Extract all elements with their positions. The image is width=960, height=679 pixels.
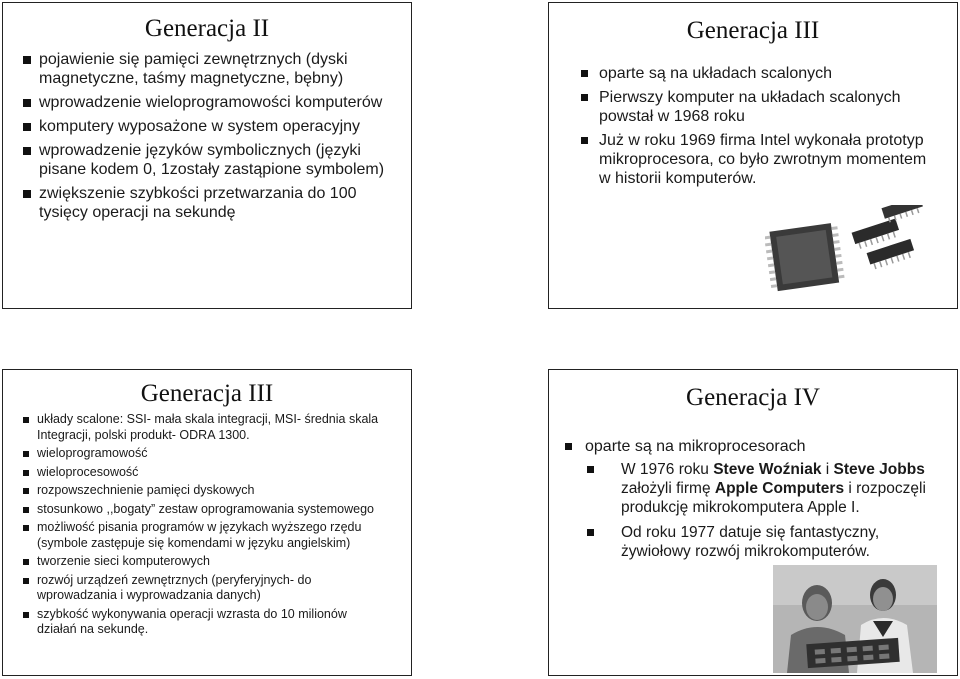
list-item: Pierwszy komputer na układach scalonych powstał w 1968 roku	[579, 88, 929, 126]
slide-generacja-3-a	[548, 2, 958, 309]
bullet-list	[563, 437, 943, 567]
slide-title: Generacja III	[686, 17, 820, 44]
list-item: układy scalone: SSI- mała skala integracji, MSI- średnia skala Integracji, polski produkt- ODRA 1300.	[23, 412, 383, 443]
list-item: stosunkowo ,,bogaty” zestaw oprogramowania systemowego	[23, 502, 383, 518]
slide-title: Generacja II	[144, 15, 270, 42]
bullet-icon	[587, 466, 594, 473]
bullet-list	[23, 412, 383, 641]
bullet-icon	[23, 417, 29, 423]
bullet-icon	[23, 147, 31, 155]
bullet-icon	[587, 529, 594, 536]
list-item: komputery wyposażone w system operacyjny	[23, 117, 401, 136]
bullet-list	[579, 64, 929, 193]
bullet-icon	[23, 488, 29, 494]
slide-generacja-2	[2, 2, 412, 309]
bullet-icon	[23, 612, 29, 618]
bullet-icon	[23, 451, 29, 457]
bullet-icon	[23, 470, 29, 476]
list-item: pojawienie się pamięci zewnętrznych (dyski magnetyczne, taśmy magnetyczne, bębny)	[23, 50, 401, 88]
bullet-icon	[23, 56, 31, 64]
bullet-icon	[581, 137, 588, 144]
list-item: Już w roku 1969 firma Intel wykonała prototyp mikroprocesora, co było zwrotnym momentem w historii komputerów.	[579, 131, 929, 188]
list-item: oparte są na mikroprocesorach W 1976 roku Steve Woźniak i Steve Jobbs założyli firmę Apple Computers i rozpoczęli produkcję mikrokomputera Apple I. Od roku 1977 datuje się fantastyczny, żywiołowy rozwój mikrokomputerów.	[563, 437, 943, 561]
bullet-icon	[23, 123, 31, 131]
bullet-icon	[581, 70, 588, 77]
sub-list-item: Od roku 1977 datuje się fantastyczny, żywiołowy rozwój mikrokomputerów.	[585, 523, 943, 561]
list-item: zwiększenie szybkości przetwarzania do 100 tysięcy operacji na sekundę	[23, 184, 401, 222]
list-item: wieloprogramowość	[23, 446, 383, 462]
slide-title: Generacja IV	[686, 384, 820, 411]
list-item: rozpowszechnienie pamięci dyskowych	[23, 483, 383, 499]
list-item: możliwość pisania programów w językach wyższego rzędu (symbole zastępuje się komendami w języku angielskim)	[23, 520, 383, 551]
bullet-list	[23, 50, 401, 227]
bullet-icon	[23, 559, 29, 565]
bullet-icon	[23, 190, 31, 198]
list-item: rozwój urządzeń zewnętrznych (peryferyjnych- do wprowadzania i wyprowadzania danych)	[23, 573, 383, 604]
list-item: wieloprocesowość	[23, 465, 383, 481]
bullet-icon	[565, 443, 572, 450]
bullet-icon	[23, 507, 29, 513]
bullet-icon	[581, 94, 588, 101]
sub-list-item: W 1976 roku Steve Woźniak i Steve Jobbs założyli firmę Apple Computers i rozpoczęli produkcję mikrokomputera Apple I.	[585, 460, 943, 517]
integrated-circuits-image	[765, 205, 943, 297]
sub-list	[585, 460, 943, 561]
list-item: tworzenie sieci komputerowych	[23, 554, 383, 570]
list-item: oparte są na układach scalonych	[579, 64, 929, 83]
slide-generacja-3-b	[2, 369, 412, 676]
slide-title: Generacja III	[140, 380, 274, 407]
list-item: wprowadzenie wieloprogramowości komputerów	[23, 93, 401, 112]
list-item: szybkość wykonywania operacji wzrasta do 10 milionów działań na sekundę.	[23, 607, 383, 638]
bullet-icon	[23, 525, 29, 531]
list-item: wprowadzenie języków symbolicznych (języki pisane kodem 0, 1zostały zastąpione symbolem)	[23, 141, 401, 179]
slide-generacja-4	[548, 369, 958, 676]
founders-photo	[773, 565, 937, 673]
bullet-icon	[23, 578, 29, 584]
bullet-icon	[23, 99, 31, 107]
